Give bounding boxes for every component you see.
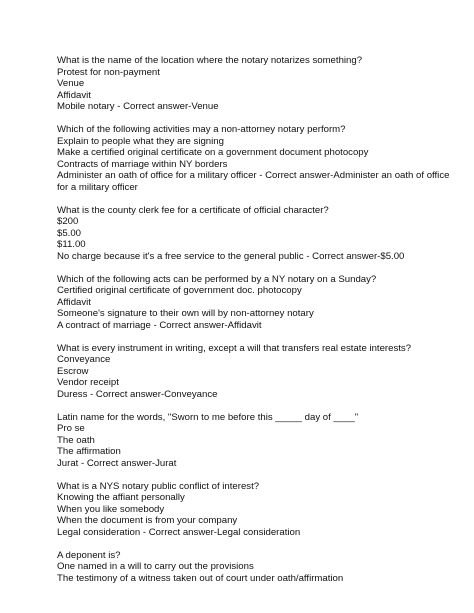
option-text: The oath — [57, 434, 95, 446]
qa-item — [57, 481, 457, 539]
option-text: Venue — [57, 78, 85, 89]
option-text: Affidavit — [57, 296, 91, 308]
option-text: One named in a will to carry out the provisions — [57, 561, 254, 572]
answer-line: Mobile notary - Correct answer-Venue — [57, 101, 219, 112]
option-text: $11.00 — [57, 239, 86, 250]
option-text: Knowing the affiant personally — [57, 492, 185, 503]
answer-line: Legal consideration - Correct answer-Legal consideration — [57, 526, 301, 538]
question-text: Which of the following activities may a non-attorney notary perform? — [57, 124, 346, 135]
question-text: What is the name of the location where the notary notarizes something? — [57, 55, 363, 66]
question-text: Which of the following acts can be performed by a NY notary on a Sunday? — [57, 273, 377, 285]
option-text: When the document is from your company — [57, 515, 238, 526]
answer-line: Jurat - Correct answer-Jurat — [57, 457, 177, 469]
option-text: The affirmation — [57, 446, 121, 457]
question-text: What is every instrument in writing, except a will that transfers real estate interests? — [57, 342, 412, 354]
question-text: What is a NYS notary public conflict of interest? — [57, 480, 260, 492]
question-text: A deponent is? — [57, 549, 121, 561]
qa-item — [57, 412, 457, 470]
answer-line: A contract of marriage - Correct answer-Affidavit — [57, 319, 262, 331]
answer-line: No charge because it's a free service to the general public - Correct answer-$5.00 — [57, 250, 405, 262]
qa-item — [57, 274, 457, 332]
option-text: When you like somebody — [57, 503, 165, 515]
option-text: $5.00 — [57, 227, 82, 239]
option-text: Escrow — [57, 365, 89, 377]
qa-item — [57, 343, 457, 401]
question-text: Latin name for the words, "Sworn to me before this _____ day of ____" — [57, 411, 359, 423]
option-text: Explain to people what they are signing — [57, 135, 224, 147]
option-text: Affidavit — [57, 89, 91, 101]
qa-item — [57, 55, 457, 113]
qa-item — [57, 205, 457, 263]
answer-line: Administer an oath of office for a military officer - Correct answer-Administer an oath of office for a military officer — [57, 170, 450, 193]
qa-item — [57, 550, 457, 585]
question-text: What is the county clerk fee for a certificate of official character? — [57, 204, 329, 216]
option-text: Someone's signature to their own will by non-attorney notary — [57, 308, 314, 319]
option-text: Make a certified original certificate on a government document photocopy — [57, 147, 369, 158]
document-content — [57, 55, 457, 596]
option-text: Conveyance — [57, 354, 111, 365]
option-text: The testimony of a witness taken out of court under oath/affirmation — [57, 572, 344, 584]
answer-line: Duress - Correct answer-Conveyance — [57, 388, 218, 400]
qa-item — [57, 124, 457, 193]
option-text: Contracts of marriage within NY borders — [57, 158, 228, 170]
option-text: Vendor receipt — [57, 377, 119, 388]
option-text: Protest for non-payment — [57, 66, 160, 78]
option-text: Pro se — [57, 423, 85, 434]
option-text: $200 — [57, 216, 79, 227]
option-text: Certified original certificate of government doc. photocopy — [57, 285, 302, 296]
